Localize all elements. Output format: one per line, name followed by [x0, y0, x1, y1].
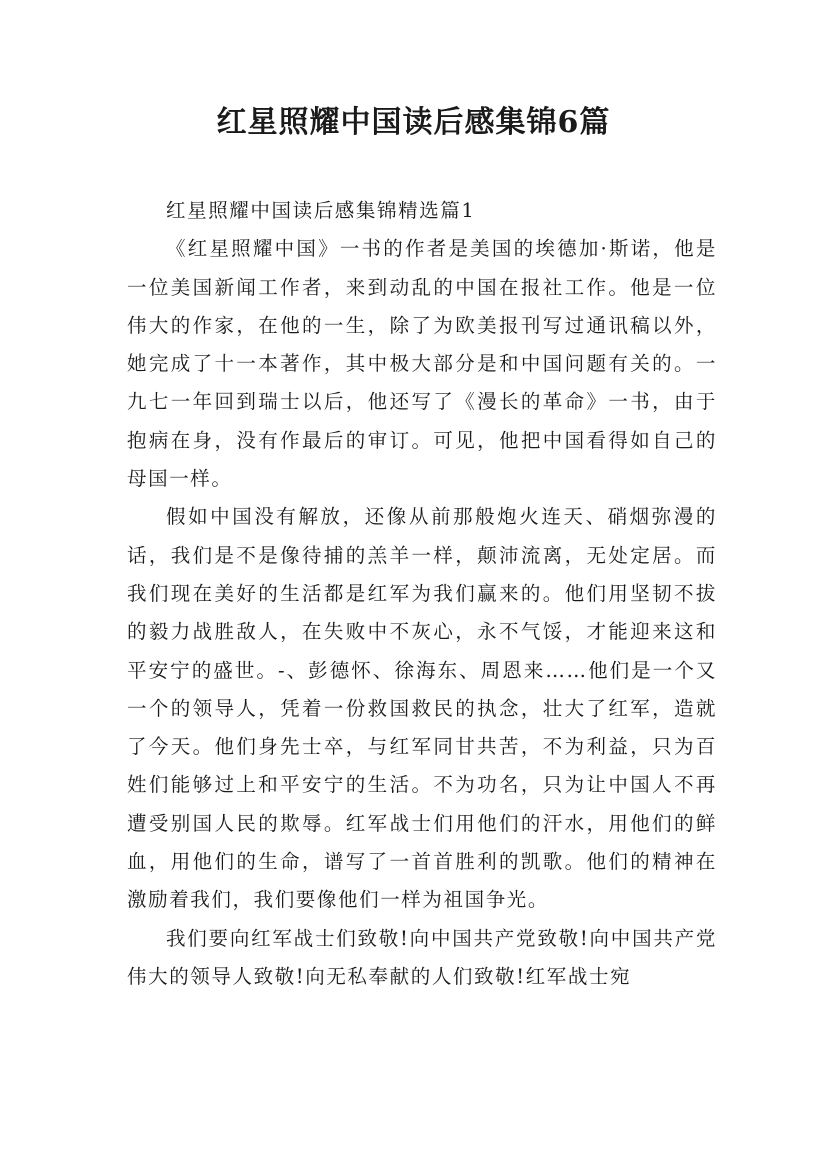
document-body	[127, 192, 717, 996]
paragraph-3: 我们要向红军战士们致敬!向中国共产党致敬!向中国共产党伟大的领导人致敬!向无私奉献的人们致敬!红军战士宛	[127, 926, 717, 988]
document-title: 红星照耀中国读后感集锦6篇	[216, 105, 611, 140]
section-subtitle: 红星照耀中国读后感集锦精选篇1	[166, 199, 476, 222]
paragraph-2: 假如中国没有解放，还像从前那般炮火连天、硝烟弥漫的话，我们是不是像待捕的羔羊一样，颠沛流离，无处定居。而我们现在美好的生活都是红军为我们赢来的。他们用坚韧不拔的毅力战胜敌人，在失败中不灰心，永不气馁，才能迎来这和平安宁的盛世。-、彭德怀、徐海东、周恩来……他们是一个又一个的领导人，凭着一份救国救民的执念，壮大了红军，造就了今天。他们身先士卒，与红军同甘共苦，不为利益，只为百姓们能够过上和平安宁的生活。不为功名，只为让中国人不再遭受别国人民的欺辱。红军战士们用他们的汗水，用他们的鲜血，用他们的生命，谱写了一首首胜利的凯歌。他们的精神在激励着我们，我们要像他们一样为祖国争光。	[127, 505, 717, 912]
paragraph-1: 《红星照耀中国》一书的作者是美国的埃德加·斯诺，他是一位美国新闻工作者，来到动乱的中国在报社工作。他是一位伟大的作家，在他的一生，除了为欧美报刊写过通讯稿以外，她完成了十一本著作，其中极大部分是和中国问题有关的。一九七一年回到瑞士以后，他还写了《漫长的革命》一书，由于抱病在身，没有作最后的审订。可见，他把中国看得如自己的母国一样。	[127, 237, 717, 491]
